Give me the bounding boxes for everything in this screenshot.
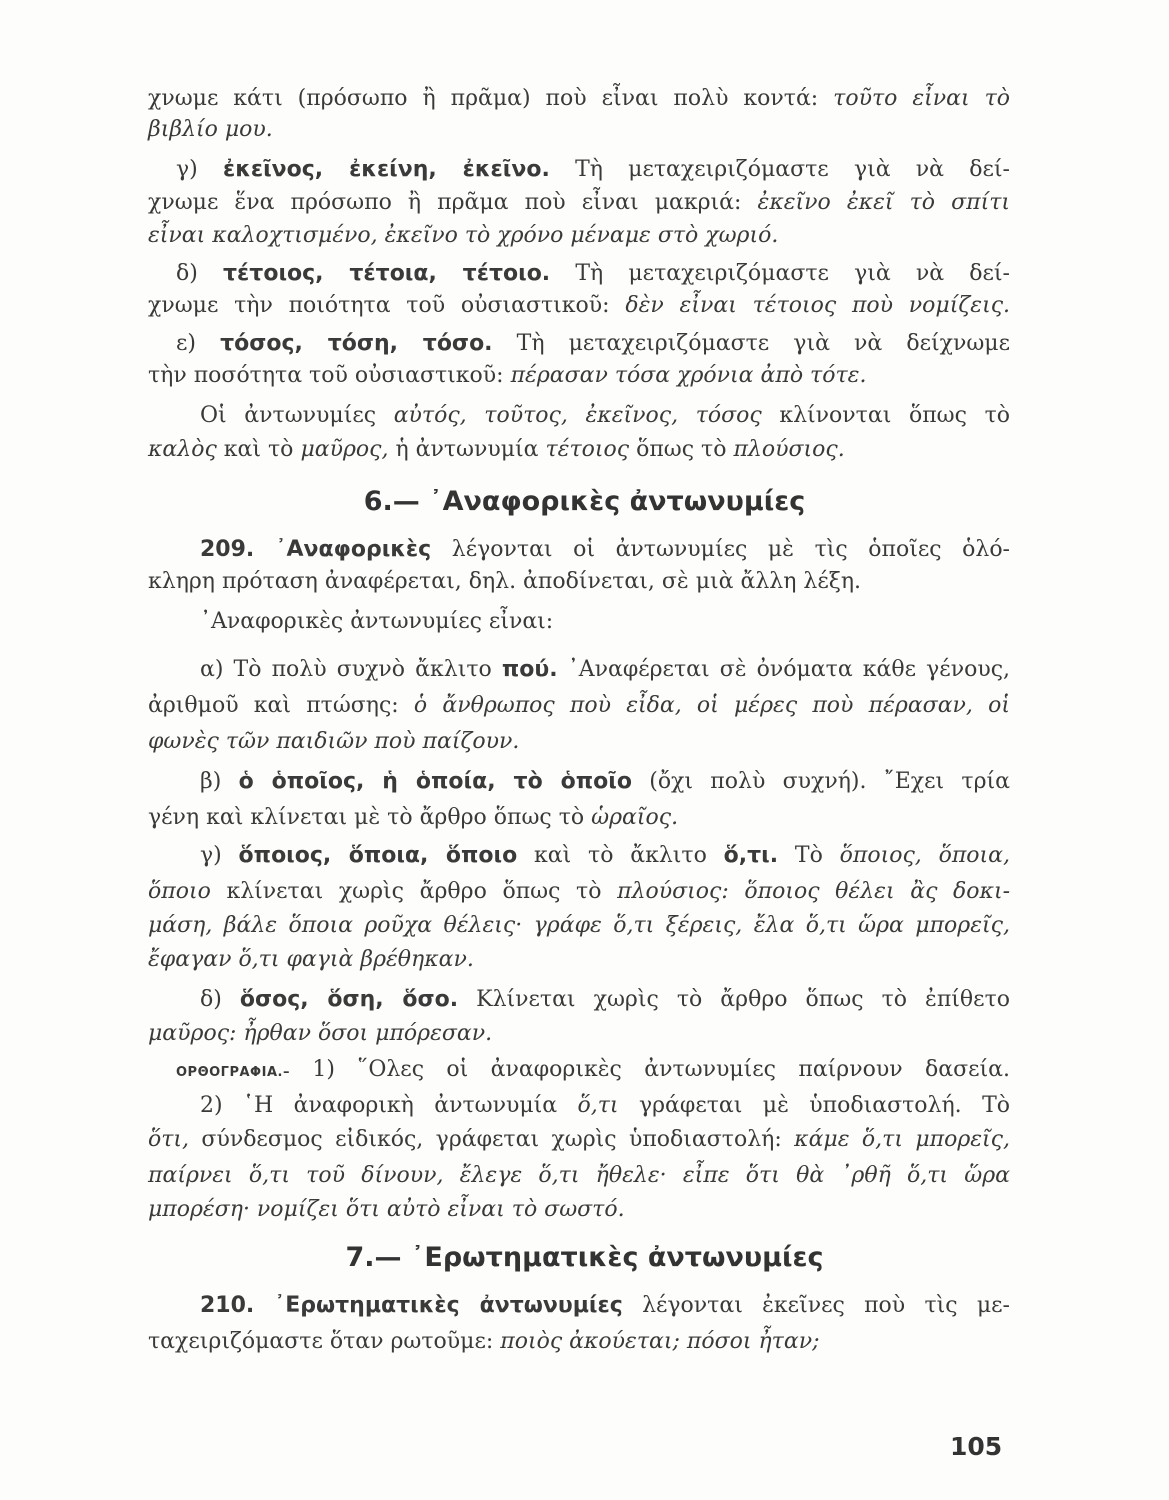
text-line: α) Τὸ πολὺ συχνὸ ἄκλιτο πού. ᾿Αναφέρεται σὲ ὀνόματα κάθε γένους,: [200, 657, 1011, 682]
text-line: βιβλίο μου.: [148, 117, 273, 142]
text-line: ΟΡΘΟΓΡΑΦΙΑ.– 1) ῞Ολες οἱ ἀναφορικὲς ἀντωνυμίες παίρνουν δασεία.: [176, 1057, 1010, 1082]
text-line: γ) ὅποιος, ὅποια, ὅποιο καὶ τὸ ἄκλιτο ὅ,τι. Τὸ ὅποιος, ὅποια,: [200, 843, 1011, 868]
page-number: 105: [950, 1432, 1003, 1461]
text-line: μαῦρος: ἦρθαν ὅσοι μπόρεσαν.: [148, 1021, 493, 1046]
text-line: τὴν ποσότητα τοῦ οὐσιαστικοῦ: πέρασαν τόσα χρόνια ἀπὸ τότε.: [148, 363, 867, 388]
text-line: χνωμε τὴν ποιότητα τοῦ οὐσιαστικοῦ: δὲν εἶναι τέτοιος ποὺ νομίζεις.: [148, 293, 1011, 318]
text-line: μπορέση· νομίζει ὅτι αὐτὸ εἶναι τὸ σωστό.: [148, 1197, 625, 1222]
text-line: γ) ἐκεῖνος, ἐκείνη, ἐκεῖνο. Τὴ μεταχειριζόμαστε γιὰ νὰ δεί-: [176, 157, 1010, 182]
section-heading: 7.— ᾿Ερωτηματικὲς ἀντωνυμίες: [345, 1242, 824, 1273]
text-line: εἶναι καλοχτισμένο, ἐκεῖνο τὸ χρόνο μέναμε στὸ χωριό.: [148, 223, 779, 248]
text-line: ᾿Αναφορικὲς ἀντωνυμίες εἶναι:: [200, 609, 554, 634]
text-line: κληρη πρόταση ἀναφέρεται, δηλ. ἀποδίνεται, σὲ μιὰ ἄλλη λέξη.: [148, 569, 862, 594]
text-line: 210. ᾿Ερωτηματικὲς ἀντωνυμίες λέγονται ἐκεῖνες ποὺ τὶς με-: [200, 1293, 1010, 1318]
text-line: παίρνει ὅ,τι τοῦ δίνουν, ἔλεγε ὅ,τι ἤθελε· εἶπε ὅτι θὰ ᾿ρθῆ ὅ,τι ὥρα: [148, 1163, 1010, 1188]
text-line: χνωμε ἕνα πρόσωπο ἢ πρᾶμα ποὺ εἶναι μακριά: ἐκεῖνο ἐκεῖ τὸ σπίτι: [148, 190, 1010, 215]
text-line: ἔφαγαν ὅ,τι φαγιὰ βρέθηκαν.: [148, 947, 474, 972]
orthography-label: ΟΡΘΟΓΡΑΦΙΑ.–: [176, 1065, 290, 1080]
text-line: δ) ὅσος, ὅση, ὅσο. Κλίνεται χωρὶς τὸ ἄρθρο ὅπως τὸ ἐπίθετο: [200, 987, 1010, 1012]
text-line: μάση, βάλε ὅποια ροῦχα θέλεις· γράφε ὅ,τι ξέρεις, ἔλα ὅ,τι ὥρα μπορεῖς,: [148, 913, 1010, 938]
text-line: 209. ᾿Αναφορικὲς λέγονται οἱ ἀντωνυμίες μὲ τὶς ὁποῖες ὁλό-: [200, 537, 1010, 562]
text-line: ὅποιο κλίνεται χωρὶς ἄρθρο ὅπως τὸ πλούσιος: ὅποιος θέλει ἂς δοκι-: [148, 879, 1010, 904]
text-line: 2) ῾Η ἀναφορικὴ ἀντωνυμία ὅ,τι γράφεται μὲ ὑποδιαστολή. Τὸ: [200, 1093, 1010, 1118]
text-line: β) ὁ ὁποῖος, ἡ ὁποία, τὸ ὁποῖο (ὄχι πολὺ συχνή). ῎Εχει τρία: [200, 769, 1011, 794]
text-line: ταχειριζόμαστε ὅταν ρωτοῦμε: ποιὸς ἀκούεται; πόσοι ἦταν;: [148, 1329, 820, 1354]
text-line: φωνὲς τῶν παιδιῶν ποὺ παίζουν.: [148, 729, 520, 754]
text-line: γένη καὶ κλίνεται μὲ τὸ ἄρθρο ὅπως τὸ ὡραῖος.: [148, 805, 679, 830]
text-line: καλὸς καὶ τὸ μαῦρος, ἡ ἀντωνυμία τέτοιος ὅπως τὸ πλούσιος.: [148, 437, 845, 462]
text-line: Οἱ ἀντωνυμίες αὐτός, τοῦτος, ἐκεῖνος, τόσος κλίνονται ὅπως τὸ: [200, 403, 1010, 428]
text-line: ἀριθμοῦ καὶ πτώσης: ὁ ἄνθρωπος ποὺ εἶδα, οἱ μέρες ποὺ πέρασαν, οἱ: [148, 693, 1010, 718]
text-line: δ) τέτοιος, τέτοια, τέτοιο. Τὴ μεταχειριζόμαστε γιὰ νὰ δεί-: [176, 261, 1010, 286]
text-line: χνωμε κάτι (πρόσωπο ἢ πρᾶμα) ποὺ εἶναι πολὺ κοντά: τοῦτο εἶναι τὸ: [148, 86, 1010, 111]
section-heading: 6.— ᾿Αναφορικὲς ἀντωνυμίες: [363, 486, 806, 517]
text-line: ε) τόσος, τόση, τόσο. Τὴ μεταχειριζόμαστε γιὰ νὰ δείχνωμε: [176, 331, 1010, 356]
text-line: ὅτι, σύνδεσμος εἰδικός, γράφεται χωρὶς ὑποδιαστολή: κάμε ὅ,τι μπορεῖς,: [148, 1127, 1010, 1152]
